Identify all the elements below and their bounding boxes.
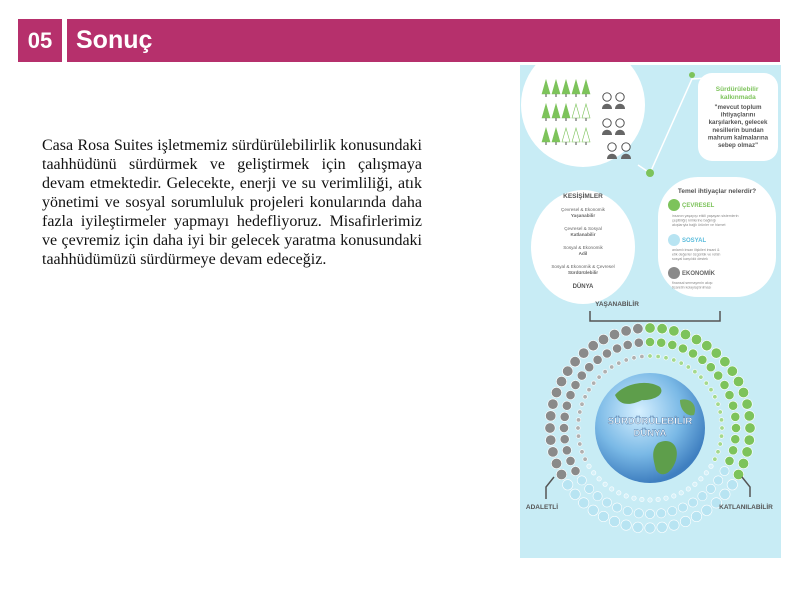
ring-bead xyxy=(570,489,580,499)
ring-bead xyxy=(562,446,571,455)
intersections-title: KESİŞİMLER xyxy=(563,193,603,200)
ring-bead xyxy=(610,487,614,491)
earth-title-line2: DÜNYA xyxy=(633,428,667,439)
ring-bead xyxy=(720,426,724,430)
intersection-item: Katlanabilir xyxy=(570,232,596,237)
ring-bead xyxy=(731,412,740,421)
ring-bead xyxy=(698,355,707,364)
environmental-label: ÇEVRESEL xyxy=(682,203,715,209)
ring-bead xyxy=(669,326,679,336)
ring-bead xyxy=(587,388,591,392)
ring-bead xyxy=(698,492,707,501)
conclusion-paragraph: Casa Rosa Suites işletmemiz sürdürülebilirlik konusundaki taahhüdünü sürdürmek ve geliştirmek için çalışmaya devam etmektedir. Gelecekte, enerji ve su verimliliği, atık yönetimi ve sosyal sorumluluk projeleri konularında daha fazla iyileştirmeler yapmayı hedefliyoruz. Misafirlerimiz ve çevremiz için daha iyi bir gelecek yaratma konusundaki taahhüdümüzü sürdürmeye devam edeceğiz. xyxy=(42,137,422,268)
ring-bead xyxy=(551,387,561,397)
tree-trunk xyxy=(545,94,546,97)
person-head-icon xyxy=(616,119,624,127)
ring-bead xyxy=(566,456,575,465)
basic-needs-bubble xyxy=(658,177,776,297)
ring-bead xyxy=(648,354,652,358)
intersection-item: Sosyal & Ekonomik & Çevresel xyxy=(551,264,615,269)
ring-bead xyxy=(657,324,667,334)
tree-trunk xyxy=(545,118,546,121)
tree-trunk xyxy=(555,94,556,97)
ring-bead xyxy=(680,516,690,526)
ring-bead xyxy=(706,484,715,493)
ring-bead xyxy=(657,522,667,532)
ring-bead xyxy=(668,507,677,516)
ring-bead xyxy=(711,348,721,358)
ring-bead xyxy=(713,457,717,461)
ring-bead xyxy=(621,520,631,530)
intersection-item: Sosyal & Ekonomik xyxy=(563,245,603,250)
ring-bead xyxy=(645,523,655,533)
economic-label: EKONOMİK xyxy=(682,271,715,277)
ring-bead xyxy=(716,450,720,454)
ring-bead xyxy=(571,380,580,389)
ring-bead xyxy=(725,391,734,400)
definition-box xyxy=(698,73,778,161)
ring-bead xyxy=(714,476,723,485)
ring-bead xyxy=(633,522,643,532)
ring-bead xyxy=(603,482,607,486)
ring-bead xyxy=(645,337,654,346)
section-title: Sonuç xyxy=(76,26,153,54)
tree-trunk xyxy=(575,94,576,97)
ring-bead xyxy=(579,498,589,508)
ring-bead xyxy=(731,435,740,444)
ring-bead xyxy=(577,476,586,485)
ring-bead xyxy=(613,344,622,353)
ring-bead xyxy=(680,329,690,339)
ring-bead xyxy=(719,418,723,422)
ring-bead xyxy=(664,496,668,500)
ring-bead xyxy=(602,498,611,507)
ring-bead xyxy=(617,491,621,495)
intersection-item: Sürdürülebilir xyxy=(567,270,599,275)
ring-bead xyxy=(556,376,566,386)
ring-bead xyxy=(609,329,619,339)
ring-bead xyxy=(560,435,569,444)
tree-trunk xyxy=(585,94,586,97)
ring-bead xyxy=(621,326,631,336)
ring-bead xyxy=(597,477,601,481)
tree-trunk xyxy=(565,118,566,121)
person-head-icon xyxy=(616,93,624,101)
ring-bead xyxy=(720,466,729,475)
ring-bead xyxy=(609,516,619,526)
ring-bead xyxy=(623,340,632,349)
ring-bead xyxy=(563,480,573,490)
ring-bead xyxy=(725,456,734,465)
tree-trunk xyxy=(545,142,546,145)
ring-bead xyxy=(656,497,660,501)
tree-trunk xyxy=(575,118,576,121)
ring-bead xyxy=(727,366,737,376)
intersections-bubble xyxy=(531,190,635,304)
ring-bead xyxy=(702,341,712,351)
ring-bead xyxy=(548,399,558,409)
ring-bead xyxy=(593,492,602,501)
ring-bead xyxy=(602,349,611,358)
ring-bead xyxy=(598,334,608,344)
ring-bead xyxy=(664,356,668,360)
ring-bead xyxy=(672,358,676,362)
tree-trunk xyxy=(565,142,566,145)
section-number: 05 xyxy=(18,19,62,62)
ring-bead xyxy=(640,497,644,501)
ring-bead xyxy=(745,423,755,433)
ring-bead xyxy=(699,375,703,379)
equitable-label: ADALETLİ xyxy=(525,504,559,511)
ring-bead xyxy=(645,509,654,518)
ring-bead xyxy=(546,411,556,421)
ring-bead xyxy=(592,381,596,385)
tree-trunk xyxy=(575,142,576,145)
person-head-icon xyxy=(603,119,611,127)
tree-trunk xyxy=(555,142,556,145)
intersection-item: Çevresel & Ekonomik xyxy=(561,207,605,212)
ring-bead xyxy=(560,412,569,421)
earth-globe xyxy=(595,373,705,483)
ring-bead xyxy=(669,520,679,530)
person-head-icon xyxy=(622,143,630,151)
ring-bead xyxy=(720,380,729,389)
ring-bead xyxy=(559,423,568,432)
connector-dot xyxy=(646,169,654,177)
ring-bead xyxy=(657,509,666,518)
ring-bead xyxy=(576,426,580,430)
sustainability-infographic xyxy=(520,65,781,558)
ring-bead xyxy=(578,410,582,414)
ring-bead xyxy=(718,410,722,414)
connector-dot xyxy=(689,72,695,78)
environmental-icon xyxy=(668,199,680,211)
definition-heading: Sürdürülebilir kalkınmada xyxy=(715,86,759,101)
intersections-footer: DÜNYA xyxy=(572,284,594,290)
ring-bead xyxy=(610,365,614,369)
ring-bead xyxy=(709,388,713,392)
ring-bead xyxy=(729,401,738,410)
ring-bead xyxy=(576,434,580,438)
ring-bead xyxy=(623,507,632,516)
ring-bead xyxy=(587,464,591,468)
ring-bead xyxy=(585,363,594,372)
ring-bead xyxy=(634,509,643,518)
ring-bead xyxy=(548,447,558,457)
ring-bead xyxy=(588,505,598,515)
ring-bead xyxy=(738,387,748,397)
ring-bead xyxy=(598,511,608,521)
ring-bead xyxy=(545,423,555,433)
ring-bead xyxy=(632,356,636,360)
ring-bead xyxy=(714,371,723,380)
ring-bead xyxy=(693,370,697,374)
ring-bead xyxy=(593,355,602,364)
tree-trunk xyxy=(585,142,586,145)
needs-title: Temel ihtiyaçlar nelerdir? xyxy=(677,188,757,195)
ring-bead xyxy=(678,344,687,353)
ring-bead xyxy=(691,511,701,521)
ring-bead xyxy=(679,491,683,495)
ring-bead xyxy=(579,348,589,358)
ring-bead xyxy=(613,503,622,512)
ring-bead xyxy=(624,494,628,498)
intersection-item: Yaşanabilir xyxy=(570,213,596,218)
ring-bead xyxy=(592,471,596,475)
earth-title-line1: SÜRDÜRÜLEBİLİR xyxy=(607,416,693,427)
ring-bead xyxy=(744,411,754,421)
section-title-bar xyxy=(67,19,780,62)
ring-bead xyxy=(709,464,713,468)
ring-bead xyxy=(699,477,703,481)
ring-bead xyxy=(570,357,580,367)
ring-bead xyxy=(733,376,743,386)
ring-bead xyxy=(742,399,752,409)
ring-bead xyxy=(706,363,715,372)
ring-bead xyxy=(562,401,571,410)
ring-bead xyxy=(633,324,643,334)
definition-quote: "mevcut toplum ihtiyaçlarını karşılarken, gelecek nesillerin bundan mahrum kalmalarına sebep olmaz" xyxy=(707,104,769,149)
ring-bead xyxy=(624,358,628,362)
ring-bead xyxy=(563,366,573,376)
ring-bead xyxy=(546,435,556,445)
livable-label: YAŞANABİLİR xyxy=(595,301,639,308)
ring-bead xyxy=(634,338,643,347)
ring-bead xyxy=(578,442,582,446)
ring-bead xyxy=(678,503,687,512)
ring-bead xyxy=(716,402,720,406)
ring-bead xyxy=(688,349,697,358)
ring-bead xyxy=(556,469,566,479)
tree-trunk xyxy=(585,118,586,121)
ring-bead xyxy=(718,442,722,446)
ring-bead xyxy=(588,341,598,351)
ring-bead xyxy=(738,458,748,468)
bearable-label: KATLANILABİLİR xyxy=(719,504,773,511)
ring-bead xyxy=(679,361,683,365)
ring-bead xyxy=(648,498,652,502)
ring-bead xyxy=(657,338,666,347)
ring-bead xyxy=(702,505,712,515)
social-description: anlamlı insan ilişkileri insani & etik değerler özgürlük ve refah sosyal karşılıklı destek xyxy=(672,248,721,262)
economic-description: finansal sermayenin akışı ticaretin kolaylaştırılması xyxy=(672,281,713,290)
social-icon xyxy=(668,234,680,246)
tree-trunk xyxy=(565,94,566,97)
ring-bead xyxy=(713,395,717,399)
ring-bead xyxy=(571,466,580,475)
ring-bead xyxy=(742,447,752,457)
person-head-icon xyxy=(603,93,611,101)
ring-bead xyxy=(731,423,740,432)
ring-bead xyxy=(727,480,737,490)
social-label: SOSYAL xyxy=(682,238,707,244)
ring-bead xyxy=(656,354,660,358)
ring-bead xyxy=(576,418,580,422)
ring-bead xyxy=(617,361,621,365)
ring-bead xyxy=(704,471,708,475)
tree-trunk xyxy=(555,118,556,121)
ring-bead xyxy=(719,434,723,438)
ring-bead xyxy=(640,354,644,358)
ring-bead xyxy=(645,323,655,333)
ring-bead xyxy=(580,450,584,454)
person-head-icon xyxy=(608,143,616,151)
ring-bead xyxy=(585,484,594,493)
ring-bead xyxy=(686,487,690,491)
ring-bead xyxy=(686,365,690,369)
ring-bead xyxy=(603,370,607,374)
ring-bead xyxy=(691,334,701,344)
ring-bead xyxy=(729,446,738,455)
ring-bead xyxy=(720,489,730,499)
ring-bead xyxy=(672,494,676,498)
ring-bead xyxy=(577,371,586,380)
ring-bead xyxy=(597,375,601,379)
ring-bead xyxy=(704,381,708,385)
ring-bead xyxy=(580,402,584,406)
ring-bead xyxy=(551,458,561,468)
intersection-item: Çevresel & Sosyal xyxy=(564,226,602,231)
economic-icon xyxy=(668,267,680,279)
ring-bead xyxy=(693,482,697,486)
ring-bead xyxy=(632,496,636,500)
ring-bead xyxy=(583,395,587,399)
ring-bead xyxy=(720,357,730,367)
ring-bead xyxy=(566,391,575,400)
ring-bead xyxy=(688,498,697,507)
environmental-description: insanın yaşayışı etkili yaşayan sistemlerin çeşitliliği | kirlilerine bağlılığı akışlarıyla bağlı ürünler ve hizmet xyxy=(672,214,739,228)
ring-bead xyxy=(583,457,587,461)
ring-bead xyxy=(668,340,677,349)
ring-bead xyxy=(744,435,754,445)
intersection-item: Adil xyxy=(578,251,588,256)
